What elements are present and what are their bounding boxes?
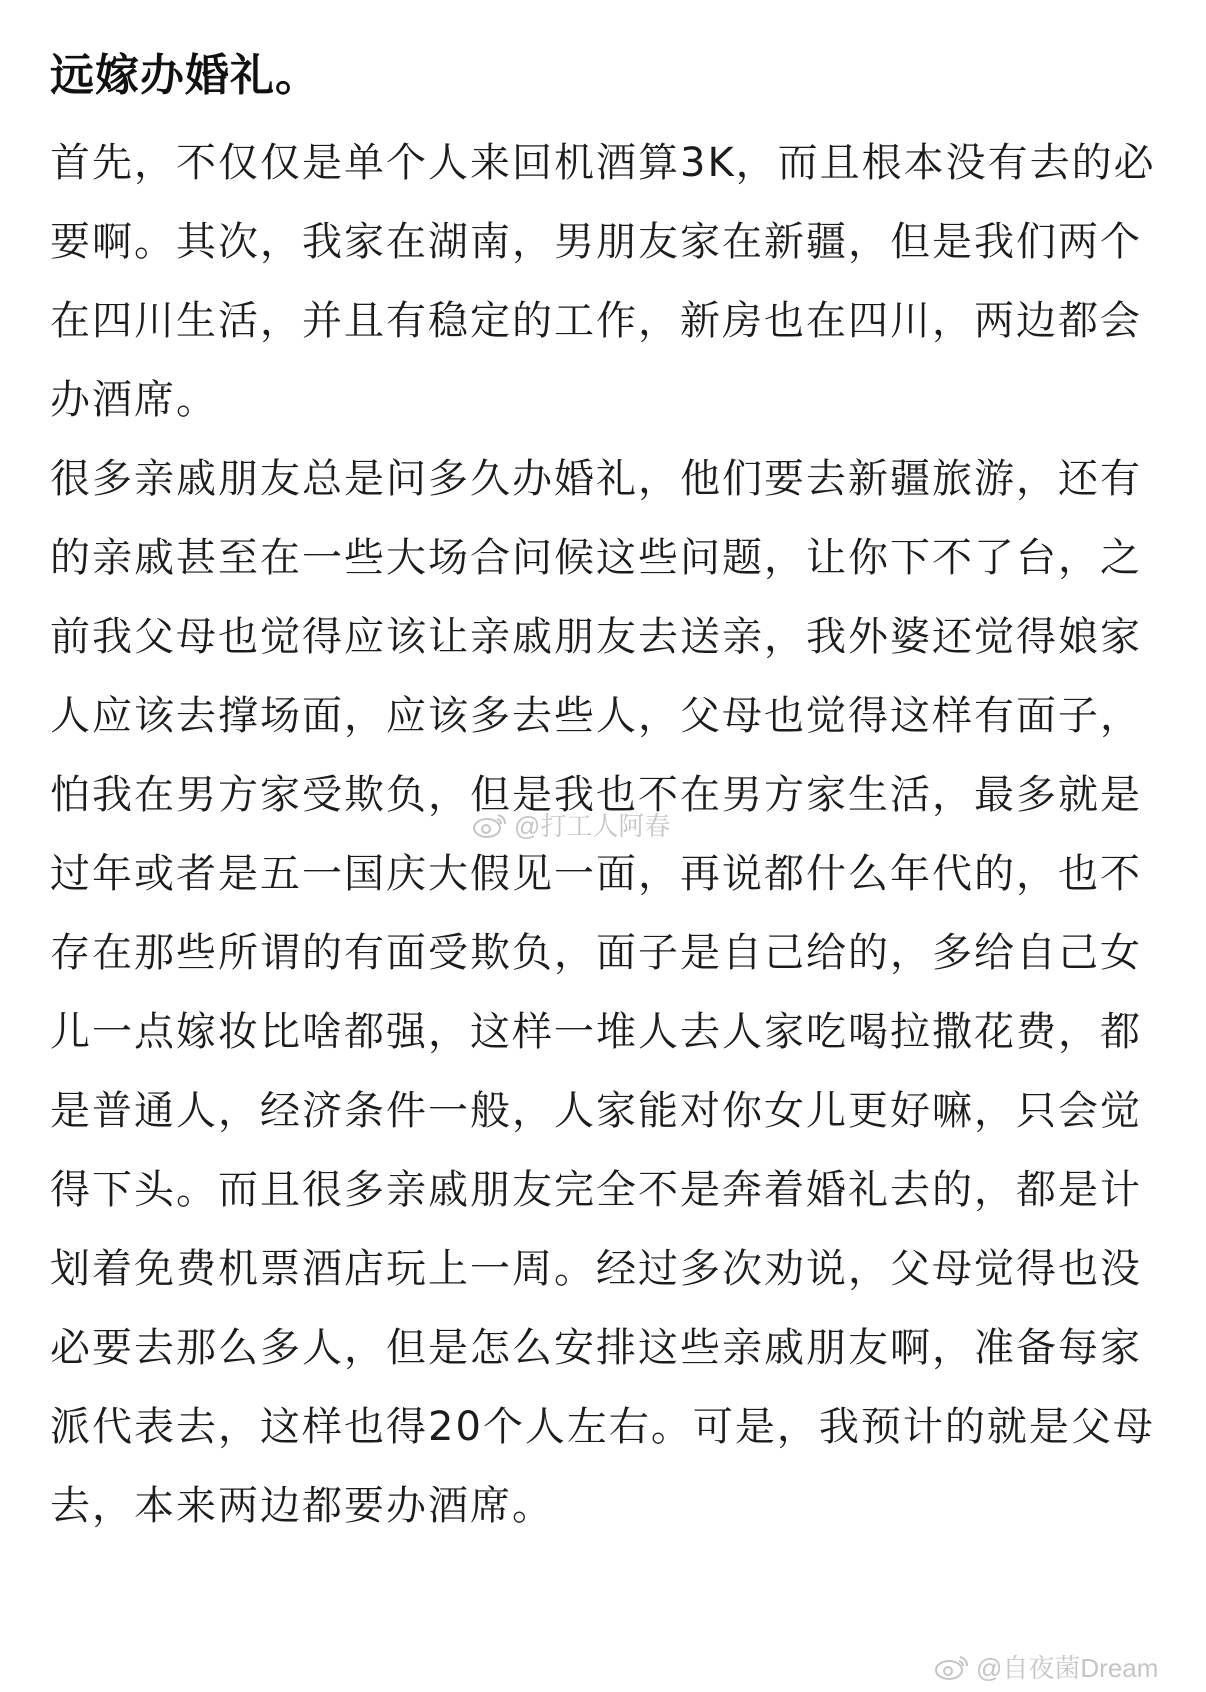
weibo-logo-icon [934,1653,970,1681]
post-paragraph-2: 很多亲戚朋友总是问多久办婚礼，他们要去新疆旅游，还有的亲戚甚至在一些大场合问候这些问题，让你下不了台，之前我父母也觉得应该让亲戚朋友去送亲，我外婆还觉得娘家人应该去撑场面，应该多去些人，父母也觉得这样有面子，怕我在男方家受欺负，但是我也不在男方家生活，最多就是过年或者是五一国庆大假见一面，再说都什么年代的，也不存在那些所谓的有面受欺负，面子是自己给的，多给自己女儿一点嫁妆比啥都强，这样一堆人去人家吃喝拉撒花费，都是普通人，经济条件一般，人家能对你女儿更好嘛，只会觉得下头。而且很多亲戚朋友完全不是奔着婚礼去的，都是计划着免费机票酒店玩上一周。经过多次劝说，父母觉得也没必要去那么多人，但是怎么安排这些亲戚朋友啊，准备每家派代表去，这样也得20个人左右。可是，我预计的就是父母去，本来两边都要办酒席。 [50,456,1155,1529]
watermark-middle-text: @打工人阿春 [514,811,671,841]
watermark-middle [472,806,670,843]
weibo-logo-icon [472,811,508,839]
post-paragraph-1: 首先，不仅仅是单个人来回机酒算3K，而且根本没有去的必要啊。其次，我家在湖南，男朋友家在新疆，但是我们两个在四川生活，并且有稳定的工作，新房也在四川，两边都会办酒席。 [50,140,1156,423]
watermark-bottom-text: @自夜菌Dream [976,1653,1159,1683]
post-title: 远嫁办婚礼。 [50,50,320,101]
watermark-bottom [934,1648,1158,1685]
